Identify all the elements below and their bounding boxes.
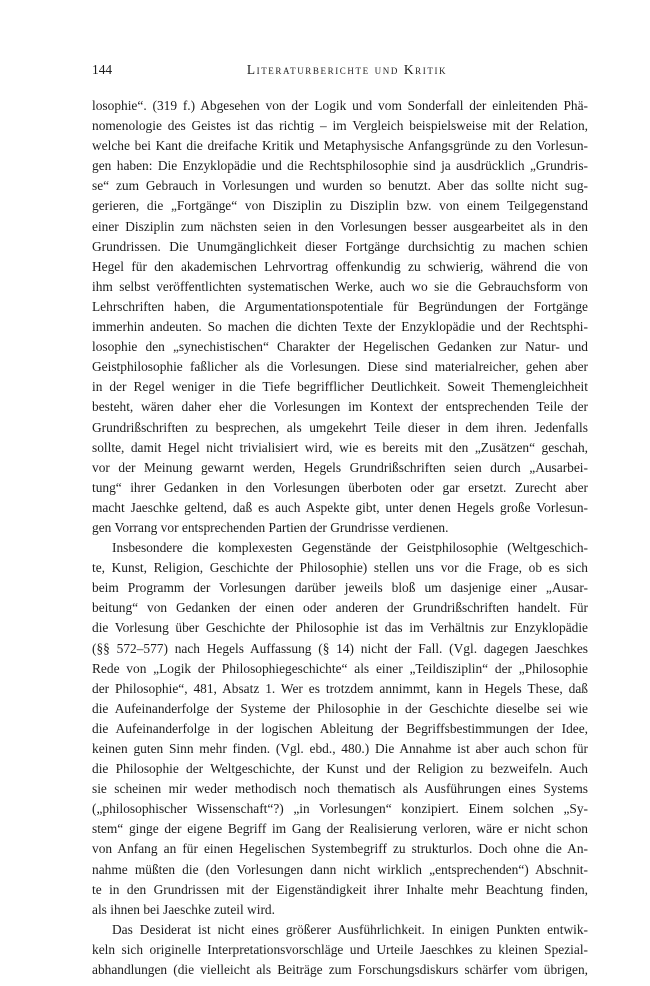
text-line: gerieren, die „Fortgänge“ von Disziplin zu Disziplin bzw. von einem Teilgegenstand: [92, 198, 588, 214]
text-line: losophie“. (319 f.) Abgesehen von der Logik und vom Sonderfall der einleitenden Phä-: [92, 98, 588, 113]
text-line: nahme müßten die (den Vorlesungen dann nicht wirklich „entsprechenden“) Abschnit-: [92, 861, 588, 877]
text-line: immerhin andeuten. So machen die dichten Texte der Enzyklopädie und der Rechtsphi-: [92, 319, 588, 335]
page-number: 144: [92, 62, 113, 77]
text-line: welche bei Kant die dreifache Kritik und Metaphysische Anfangsgründe zu den Vorlesun-: [92, 138, 588, 154]
text-line: besteht, wären daher eher die Vorlesungen im Kontext der entsprechenden Teile der: [92, 399, 588, 415]
text-line: (§§ 572–577) nach Hegels Auffassung (§ 14) nicht der Fall. (Vgl. dagegen Jaeschkes: [92, 640, 588, 656]
text-line: in der Regel weniger in die Tiefe begrifflicher Deutlichkeit. Soweit Themengleichheit: [92, 379, 588, 395]
text-line: abhandlungen (die vielleicht als Beiträge zum Forschungsdiskurs schärfer vom übrigen,: [92, 962, 588, 978]
text-line: ihm selbst veröffentlichten systematischen Werke, auch wo sie die Gebrauchsform von: [92, 278, 588, 294]
paragraph-first-line: Das Desiderat ist nicht eines größerer Ausführlichkeit. In einigen Punkten entwik-: [112, 921, 588, 937]
text-line: die Vorlesung über Geschichte der Philosophie ist das im Verhältnis zur Enzyklopädie: [92, 620, 588, 636]
paragraph-last-line: als ihnen bei Jaeschke zuteil wird.: [92, 901, 275, 917]
text-line: beitung“ von Gedanken der einen oder anderen der Grundrißschriften handelt. Für: [92, 600, 588, 616]
text-line: keln sich originelle Interpretationsvorschläge und Urteile Jaeschkes zu kleinen Spezial-: [92, 941, 588, 957]
text-line: die Aufeinanderfolge in der logischen Ableitung der Begriffsbestimmungen der Idee,: [92, 720, 588, 736]
text-line: von Anfang an für einen Hegelischen Systembegriff zu strukturlos. Doch ohne die An-: [92, 841, 588, 857]
text-line: („philosophischer Wissenschaft“?) „in Vorlesungen“ konzipiert. Einem solchen „Sy-: [92, 801, 588, 817]
text-line: sie scheinen mir weder methodisch noch thematisch als Ausführungen eines Systems: [92, 781, 588, 797]
text-line: Hegel für den akademischen Lehrvortrag offenkundig zu schwierig, während die von: [92, 258, 588, 274]
text-line: der Philosophie“, 481, Absatz 1. Wer es trotzdem annimmt, kann in Hegels These, daß: [92, 680, 588, 696]
text-line: keinen guten Sinn mehr finden. (Vgl. ebd., 480.) Die Annahme ist aber auch schon für: [92, 741, 588, 756]
text-line: tung“ ihrer Gedanken in den Vorlesungen überboten oder gar ersetzt. Zurecht aber: [92, 479, 588, 495]
running-head: [92, 61, 588, 79]
text-line: Rede von „Logik der Philosophiegeschichte“ als einer „Teildisziplin“ der „Philosophie: [92, 660, 588, 676]
text-line: macht Jaeschke geltend, daß es auch Aspekte gibt, unter denen Hegels große Vorlesun-: [92, 499, 588, 515]
text-line: te in den Grundrissen mit der Eigenständigkeit ihrer Inhalte mehr Beachtung finden,: [92, 881, 588, 897]
paragraph-first-line: Insbesondere die komplexesten Gegenstände der Geistphilosophie (Weltgeschich-: [112, 540, 588, 556]
text-line: se“ zum Gebrauch in Vorlesungen und wurden so benutzt. Aber das sollte nicht sug-: [92, 178, 588, 194]
text-line: Geistphilosophie faßlicher als die Vorlesungen. Diese sind materialreicher, gehen aber: [92, 359, 588, 375]
text-line: nomenologie des Geistes ist das richtig – im Vergleich beispielsweise mit der Relation,: [92, 118, 588, 134]
text-line: die Aufeinanderfolge der Systeme der Philosophie in der Geschichte dieselbe sei wie: [92, 700, 588, 716]
text-line: losophie den „synechistischen“ Charakter der Hegelischen Gedanken zur Natur- und: [92, 339, 588, 355]
text-line: vor der Meinung gewarnt werden, Hegels Grundrißschriften seien durch „Ausarbei-: [92, 459, 588, 475]
text-line: Grundrissen. Die Unumgänglichkeit dieser Fortgänge durchsichtig zu machen schien: [92, 238, 588, 254]
body-text: [92, 96, 588, 980]
text-line: einer Disziplin zum nächsten seien in den Vorlesungen besser ausgearbeitet als in den: [92, 218, 588, 234]
paragraph-last-line: gen Vorrang vor entsprechenden Partien der Grundrisse verdienen.: [92, 519, 449, 535]
text-line: die Philosophie der Weltgeschichte, der Kunst und der Religion zu bezweifeln. Auch: [92, 761, 588, 777]
text-line: te, Kunst, Religion, Geschichte der Philosophie) stellen uns vor die Frage, ob es sich: [92, 560, 588, 576]
text-line: stem“ ginge der eigene Begriff im Gang der Realisierung verloren, wäre er nicht schon: [92, 821, 588, 837]
text-line: beim Programm der Vorlesungen darüber jeweils bloß um dasjenige einer „Ausar-: [92, 580, 588, 596]
text-line: sollte, damit Hegel nicht trivialisiert wird, wie es bereits mit den „Zusätzen“ geschah,: [92, 439, 588, 455]
text-line: Lehrschriften haben, die Argumentationspotentiale für Begründungen der Fortgänge: [92, 298, 588, 314]
running-title: Literaturberichte und Kritik: [246, 62, 448, 77]
text-line: Grundrißschriften zu besprechen, als umgekehrt Teile dieser in dem ihren. Jedenfalls: [92, 419, 588, 435]
text-line: gen haben: Die Enzyklopädie und die Rechtsphilosophie sind ja ausdrücklich „Grundris-: [92, 158, 588, 174]
